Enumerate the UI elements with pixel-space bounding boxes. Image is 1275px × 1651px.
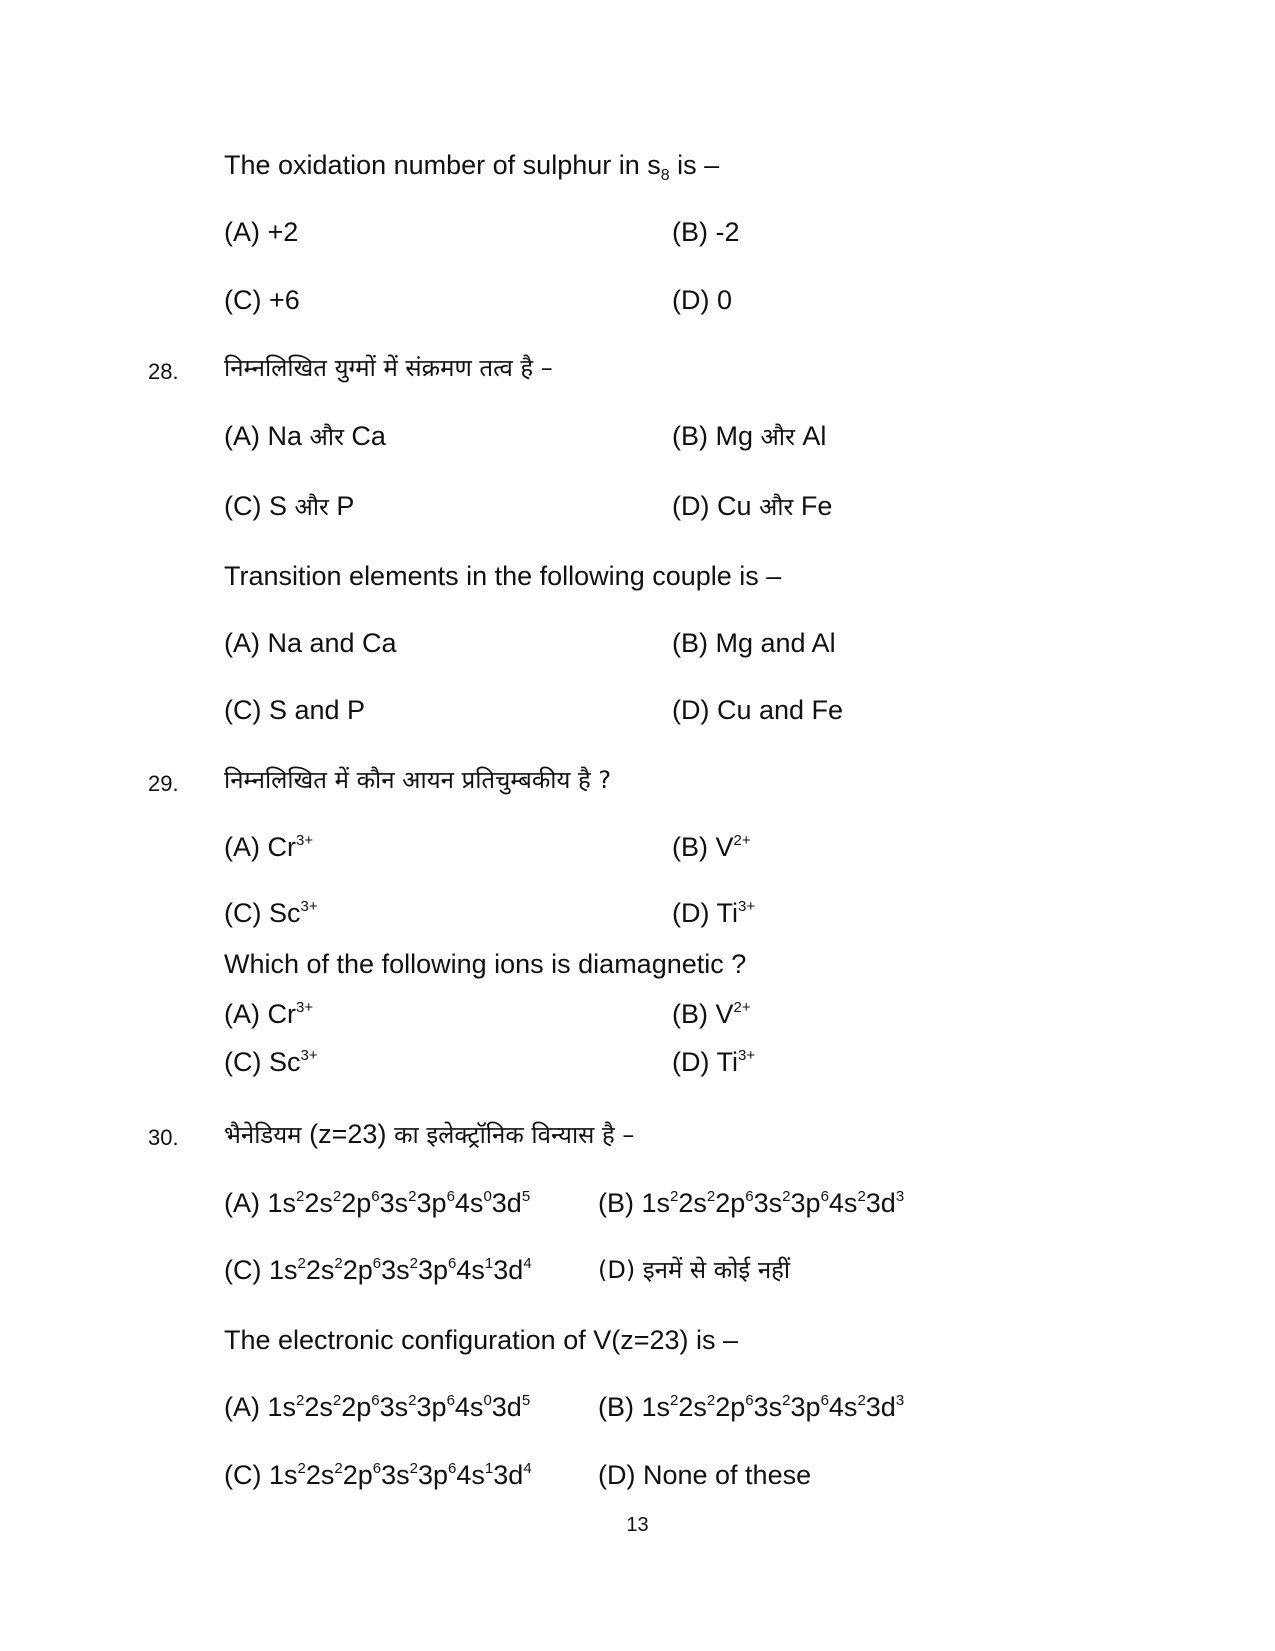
- orbital: 2s: [678, 1188, 707, 1218]
- q29-hi-a-charge: 3+: [295, 832, 314, 849]
- q30-hi-stem-part3: का इलेक्ट्रॉनिक विन्यास है –: [386, 1121, 635, 1149]
- electron-count: 2: [297, 1460, 306, 1477]
- orbital: 4s: [456, 1255, 485, 1285]
- electron-count: 5: [521, 1392, 531, 1409]
- page-number: 13: [626, 1514, 649, 1536]
- orbital: 2s: [305, 1255, 335, 1285]
- q30-en-c-config: [269, 1460, 532, 1490]
- q30-hindi-option-a: [224, 1187, 530, 1219]
- orbital: 3s: [753, 1188, 783, 1218]
- electron-count: 2: [408, 1392, 417, 1409]
- electron-count: 2: [297, 1255, 306, 1272]
- q30-en-a-config: [268, 1392, 531, 1422]
- orbital: 2p: [715, 1392, 746, 1422]
- electron-count: 2: [706, 1392, 716, 1409]
- electron-count: 6: [448, 1460, 457, 1477]
- q30-hi-a-config: [268, 1188, 531, 1218]
- q30-en-c-label: (C): [224, 1460, 269, 1490]
- q30-en-a-label: (A): [224, 1392, 268, 1422]
- electron-count: 6: [820, 1188, 829, 1205]
- q29-en-a-charge: 3+: [295, 999, 314, 1016]
- q28-hindi-option-d: [672, 490, 832, 523]
- orbital: 1s: [267, 1188, 297, 1218]
- electron-count: 3: [895, 1188, 905, 1205]
- electron-count: 2: [334, 1255, 343, 1272]
- orbital: 4s: [456, 1460, 485, 1490]
- q28-hi-b-and: और: [760, 423, 795, 451]
- q29-en-c-charge: 3+: [300, 1047, 318, 1064]
- q29-en-b-text: (B) V: [672, 999, 734, 1029]
- electron-count: 2: [706, 1188, 716, 1205]
- q27-option-d: (D) 0: [672, 285, 732, 315]
- orbital: 3p: [418, 1255, 449, 1285]
- electron-count: 6: [745, 1188, 754, 1205]
- q27-stem: [224, 149, 720, 184]
- q29-hindi-option-d: [672, 897, 755, 929]
- q30-en-b-config: [642, 1392, 905, 1422]
- q27-stem-end: is –: [669, 150, 720, 180]
- electron-count: 2: [857, 1188, 866, 1205]
- q29-hi-b-charge: 2+: [733, 832, 751, 849]
- q28-english-option-d: (D) Cu and Fe: [672, 695, 844, 725]
- q28-hi-b-part1: (B) Mg: [672, 421, 761, 451]
- q29-en-d-text: (D) Ti: [672, 1047, 738, 1077]
- q30-hindi-option-b: [598, 1187, 904, 1219]
- electron-count: 2: [409, 1460, 418, 1477]
- q29-en-d-charge: 3+: [737, 1047, 756, 1064]
- q30-hi-c-config: [269, 1255, 532, 1285]
- orbital: 3s: [381, 1460, 410, 1490]
- q30-hi-b-config: [642, 1188, 905, 1218]
- orbital: 3s: [753, 1392, 783, 1422]
- q28-hindi-option-c: [224, 490, 354, 523]
- q28-hi-d-and: और: [759, 493, 794, 521]
- electron-count: 1: [484, 1460, 494, 1477]
- electron-count: 2: [332, 1392, 342, 1409]
- electron-count: 4: [523, 1460, 532, 1477]
- q28-hi-a-part1: (A) Na: [224, 421, 310, 451]
- orbital: 3d: [493, 1460, 524, 1490]
- q28-hi-d-part1: (D) Cu: [672, 491, 759, 521]
- orbital: 1s: [641, 1392, 671, 1422]
- orbital: 2s: [304, 1392, 333, 1422]
- q28-english-option-c: (C) S and P: [224, 695, 366, 725]
- q29-hi-c-charge: 3+: [300, 898, 318, 915]
- orbital: 1s: [268, 1460, 298, 1490]
- q30-hi-stem-part1: भैनेडियम: [224, 1121, 310, 1149]
- orbital: 3d: [491, 1188, 522, 1218]
- q28-hi-a-and: और: [309, 423, 344, 451]
- electron-count: 6: [446, 1392, 455, 1409]
- orbital: 3p: [416, 1188, 447, 1218]
- q30-english-option-c: [224, 1459, 532, 1491]
- electron-count: 2: [670, 1392, 679, 1409]
- orbital: 2s: [305, 1460, 335, 1490]
- q29-en-a-text: (A) Cr: [224, 999, 296, 1029]
- q30-hindi-option-d: (D) इनमें से कोई नहीं: [598, 1256, 791, 1284]
- electron-count: 6: [371, 1188, 380, 1205]
- q28-hindi-option-a: [224, 420, 386, 453]
- orbital: 3p: [790, 1188, 821, 1218]
- q30-hindi-option-c: [224, 1254, 532, 1286]
- electron-count: 2: [408, 1188, 417, 1205]
- orbital: 2p: [341, 1188, 372, 1218]
- q30-english-option-b: [598, 1391, 904, 1423]
- electron-count: 2: [782, 1188, 791, 1205]
- q28-hi-c-part1: (C) S: [224, 491, 295, 521]
- orbital: 4s: [454, 1392, 484, 1422]
- q29-english-option-c: [224, 1046, 318, 1078]
- electron-count: 2: [332, 1188, 342, 1205]
- q30-hi-b-label: (B): [598, 1188, 642, 1218]
- q29-hi-c-text: (C) Sc: [224, 898, 301, 928]
- orbital: 2p: [715, 1188, 746, 1218]
- q28-hindi-option-b: [672, 420, 826, 453]
- q27-option-a: (A) +2: [224, 217, 299, 247]
- q29-number: 29.: [148, 771, 179, 796]
- orbital: 3s: [379, 1392, 409, 1422]
- orbital: 4s: [454, 1188, 484, 1218]
- q28-english-option-b: (B) Mg and Al: [672, 628, 836, 658]
- q28-hi-c-and: और: [294, 493, 329, 521]
- orbital: 2p: [341, 1392, 372, 1422]
- orbital: 3d: [491, 1392, 522, 1422]
- q30-english-stem: The electronic configuration of V(z=23) is –: [224, 1325, 739, 1355]
- electron-count: 1: [484, 1255, 494, 1272]
- q30-hi-a-label: (A): [224, 1188, 268, 1218]
- q29-en-b-charge: 2+: [733, 999, 751, 1016]
- orbital: 1s: [268, 1255, 298, 1285]
- orbital: 3d: [865, 1392, 896, 1422]
- orbital: 1s: [267, 1392, 297, 1422]
- q28-hi-d-part2: Fe: [793, 491, 833, 521]
- orbital: 2p: [342, 1460, 373, 1490]
- electron-count: 6: [372, 1255, 382, 1272]
- q28-number: 28.: [148, 359, 179, 384]
- electron-count: 2: [409, 1255, 418, 1272]
- q29-hi-a-text: (A) Cr: [224, 832, 296, 862]
- electron-count: 6: [371, 1392, 380, 1409]
- q29-hi-d-charge: 3+: [737, 898, 756, 915]
- q28-hindi-stem: निम्नलिखित युग्मों में संक्रमण तत्व है –: [224, 354, 553, 382]
- q28-hi-c-part2: P: [328, 491, 355, 521]
- orbital: 3p: [416, 1392, 447, 1422]
- orbital: 2p: [342, 1255, 373, 1285]
- orbital: 4s: [828, 1188, 858, 1218]
- electron-count: 6: [448, 1255, 457, 1272]
- q29-hi-b-text: (B) V: [672, 832, 734, 862]
- electron-count: 0: [483, 1392, 492, 1409]
- q29-hindi-option-b: [672, 831, 751, 863]
- orbital: 3s: [379, 1188, 409, 1218]
- q28-hi-a-part2: Ca: [343, 421, 386, 451]
- orbital: 3d: [865, 1188, 896, 1218]
- q30-number: 30.: [148, 1125, 179, 1150]
- electron-count: 0: [483, 1188, 492, 1205]
- q29-english-stem: Which of the following ions is diamagnetic ?: [224, 949, 747, 979]
- electron-count: 4: [523, 1255, 532, 1272]
- q29-english-option-d: [672, 1046, 755, 1078]
- electron-count: 6: [372, 1460, 382, 1477]
- q28-hi-b-part2: Al: [794, 421, 827, 451]
- q30-hindi-stem: [224, 1118, 634, 1151]
- electron-count: 6: [745, 1392, 754, 1409]
- q30-hi-c-label: (C): [224, 1255, 269, 1285]
- electron-count: 2: [296, 1392, 305, 1409]
- electron-count: 2: [334, 1460, 343, 1477]
- orbital: 2s: [304, 1188, 333, 1218]
- q28-english-stem: Transition elements in the following couple is –: [224, 561, 782, 591]
- electron-count: 6: [820, 1392, 829, 1409]
- q28-english-option-a: (A) Na and Ca: [224, 628, 397, 658]
- orbital: 1s: [641, 1188, 671, 1218]
- q29-en-c-text: (C) Sc: [224, 1047, 301, 1077]
- electron-count: 2: [857, 1392, 866, 1409]
- orbital: 2s: [678, 1392, 707, 1422]
- q30-hi-stem-z: (z=23): [309, 1119, 387, 1149]
- orbital: 3s: [381, 1255, 410, 1285]
- electron-count: 3: [895, 1392, 905, 1409]
- q29-english-option-b: [672, 998, 751, 1030]
- q29-hindi-option-a: [224, 831, 313, 863]
- q30-en-b-label: (B): [598, 1392, 642, 1422]
- q27-stem-text: The oxidation number of sulphur in s: [224, 150, 661, 180]
- orbital: 3p: [790, 1392, 821, 1422]
- orbital: 3p: [418, 1460, 449, 1490]
- q30-english-option-d: (D) None of these: [598, 1460, 812, 1490]
- electron-count: 2: [296, 1188, 305, 1205]
- orbital: 4s: [828, 1392, 858, 1422]
- q29-hindi-stem: निम्नलिखित में कौन आयन प्रतिचुम्बकीय है ?: [224, 766, 612, 794]
- electron-count: 2: [782, 1392, 791, 1409]
- q29-english-option-a: [224, 998, 313, 1030]
- q27-option-b: (B) -2: [672, 217, 740, 247]
- q27-option-c: (C) +6: [224, 285, 300, 315]
- q27-stem-subscript: 8: [660, 167, 670, 184]
- q29-hi-d-text: (D) Ti: [672, 898, 738, 928]
- electron-count: 6: [446, 1188, 455, 1205]
- q30-english-option-a: [224, 1391, 530, 1423]
- electron-count: 2: [670, 1188, 679, 1205]
- q29-hindi-option-c: [224, 897, 318, 929]
- electron-count: 5: [521, 1188, 531, 1205]
- orbital: 3d: [493, 1255, 524, 1285]
